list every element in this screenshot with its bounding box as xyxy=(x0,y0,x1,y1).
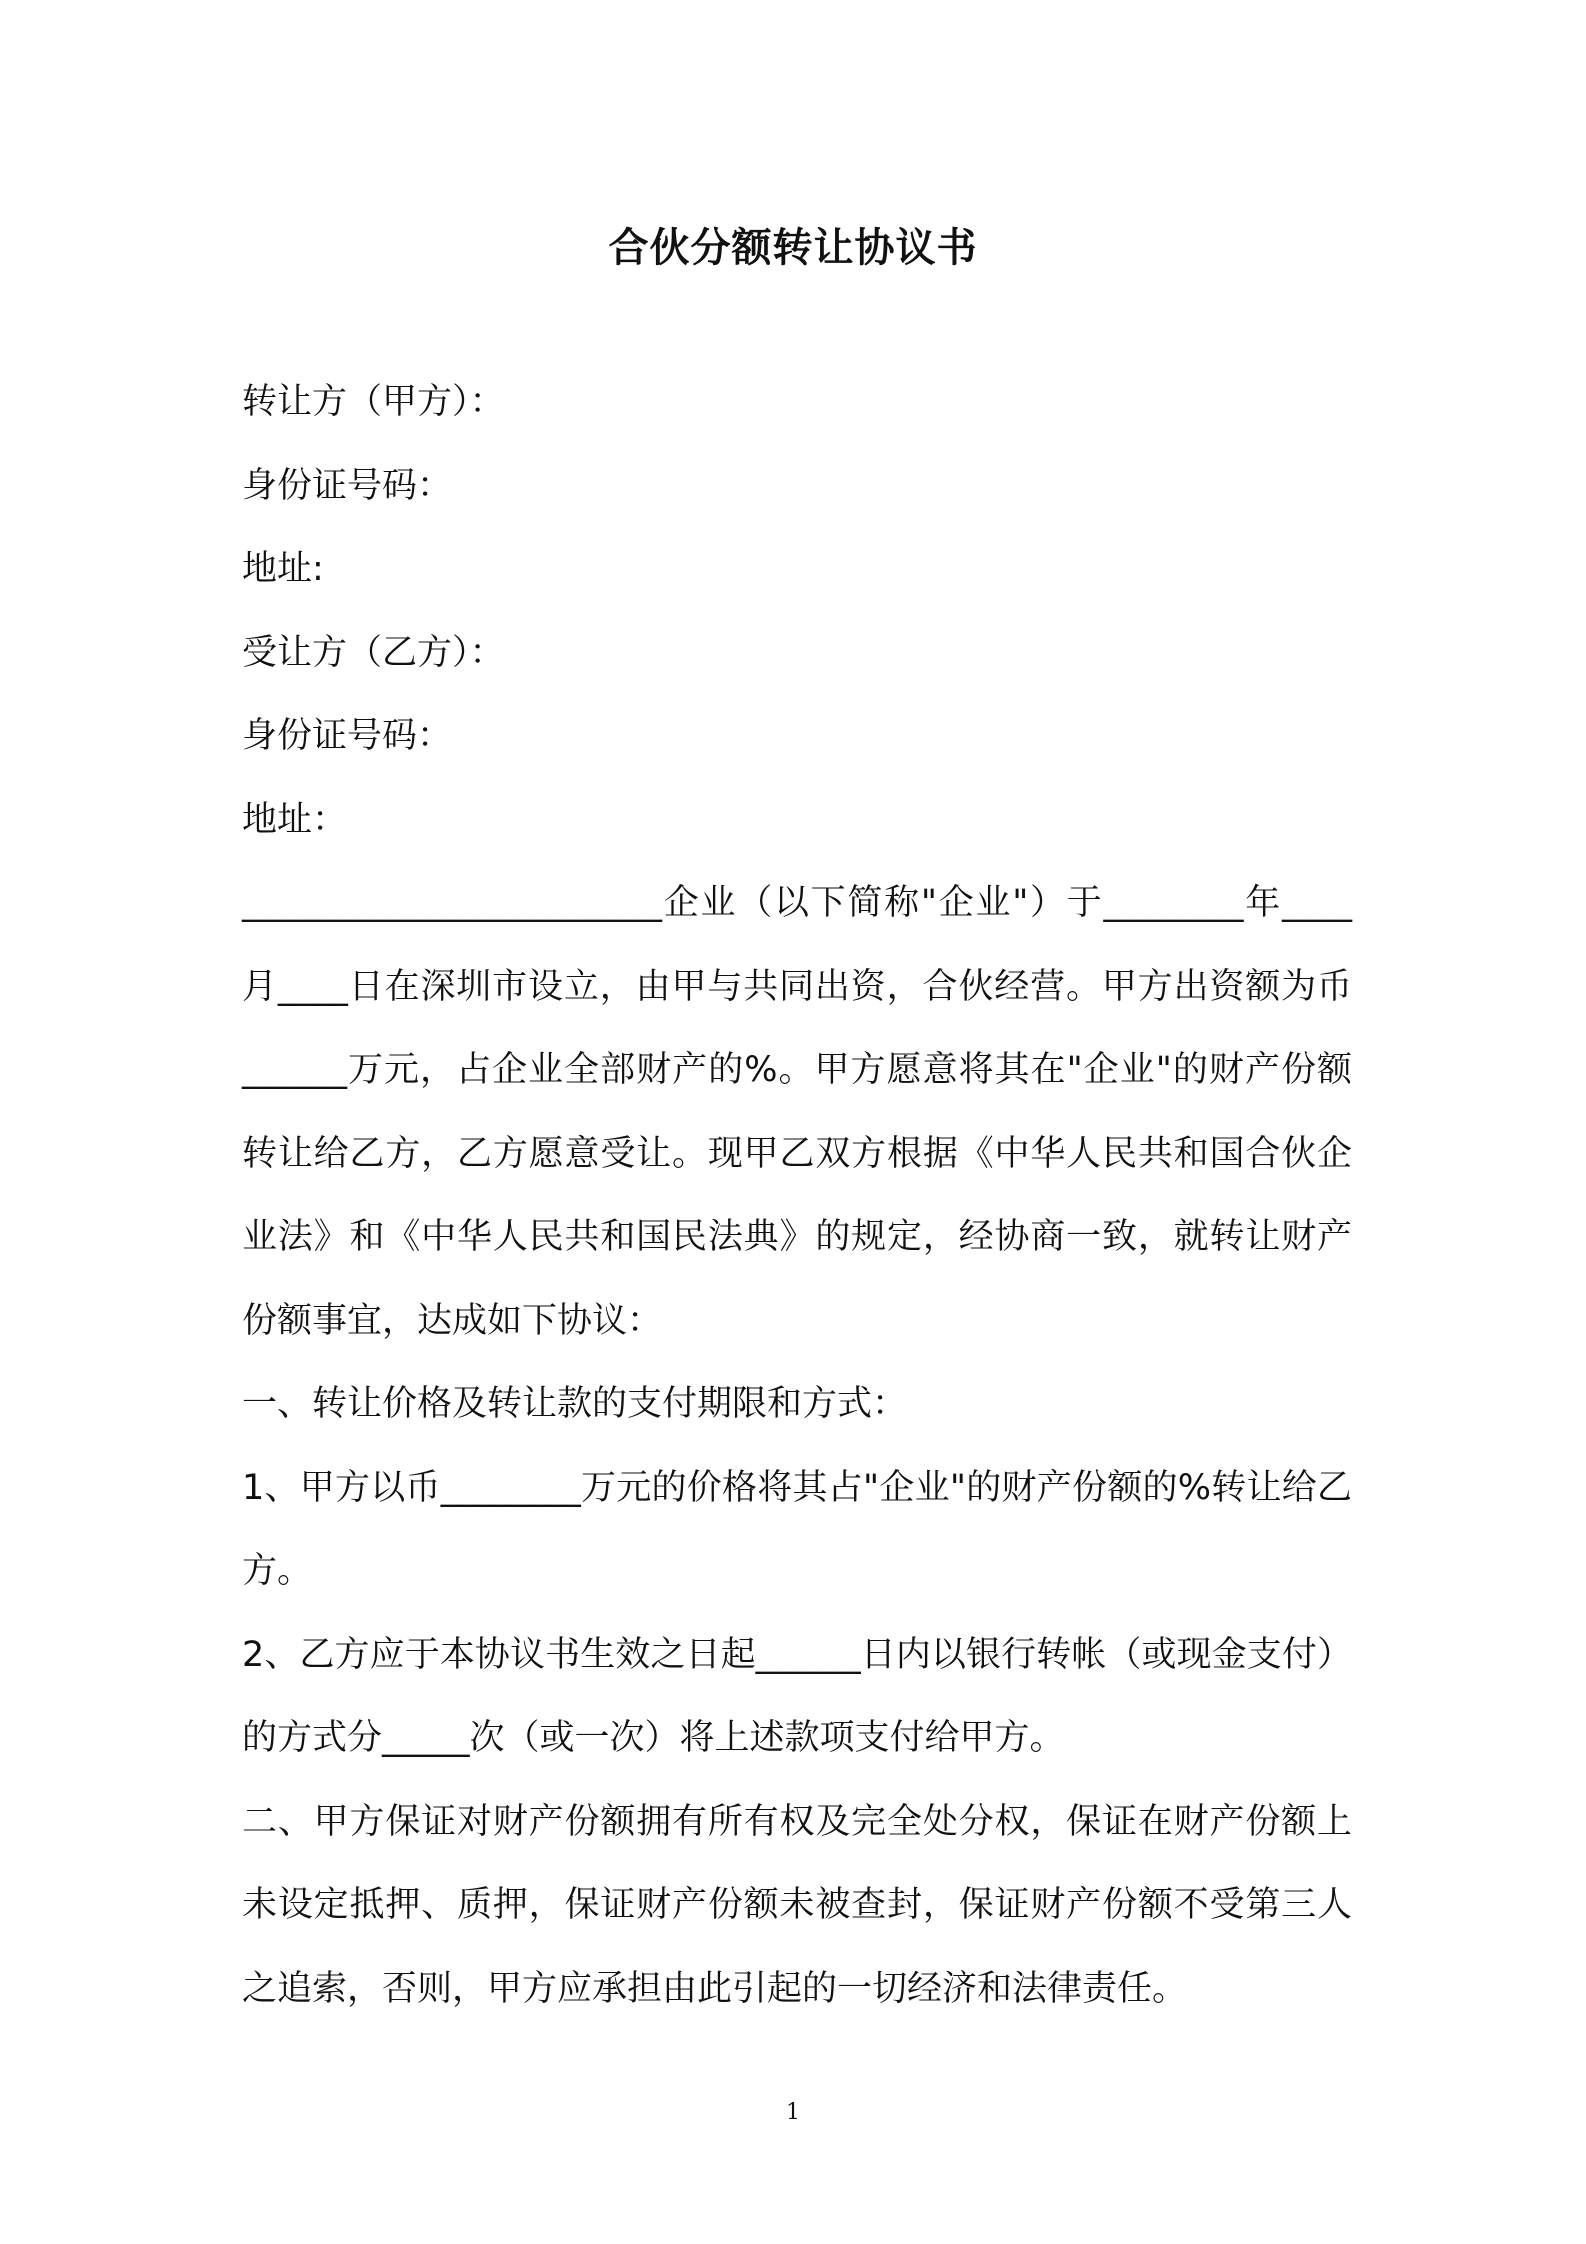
clause-2-paragraph: 2、乙方应于本协议书生效之日起______日内以银行转帐（或现金支付）的方式分_____次（或一次）将上述款项支付给甲方。 xyxy=(242,1634,1352,1758)
transferor-id-line: 身份证号码： xyxy=(242,465,453,506)
transferee-line: 受让方（乙方）： xyxy=(242,632,505,673)
page-number: 1 xyxy=(786,2100,800,2125)
section-two-paragraph: 二、甲方保证对财产份额拥有所有权及完全处分权，保证在财产份额上未设定抵押、质押，保证财产份额未被查封，保证财产份额不受第三人之追索，否则，甲方应承担由此引起的一切经济和法律责任。 xyxy=(242,1801,1352,2009)
transferee-id-line: 身份证号码： xyxy=(242,716,453,756)
document-body xyxy=(242,361,1352,2031)
clause-1-paragraph: 1、甲方以币________万元的价格将其占"企业"的财产份额的%转让给乙方。 xyxy=(242,1467,1352,1591)
document-title: 合伙分额转让协议书 xyxy=(608,225,978,271)
preamble-paragraph: ________________________企业（以下简称"企业"）于________年____月____日在深圳市设立，由甲与共同出资，合伙经营。甲方出资额为币______万元，占企业全部财产的%。甲方愿意将其在"企业"的财产份额转让给乙方，乙方愿意受让。现甲乙双方根据《中华人民共和国合伙企业法》和《中华人民共和国民法典》的规定，经协商一致，就转让财产份额事宜，达成如下协议： xyxy=(242,883,1352,1341)
section-one-heading: 一、转让价格及转让款的支付期限和方式： xyxy=(242,1384,908,1424)
transferee-address-line: 地址： xyxy=(242,799,348,840)
transferor-line: 转让方（甲方）： xyxy=(242,382,505,422)
transferor-address-line: 地址: xyxy=(242,549,324,589)
